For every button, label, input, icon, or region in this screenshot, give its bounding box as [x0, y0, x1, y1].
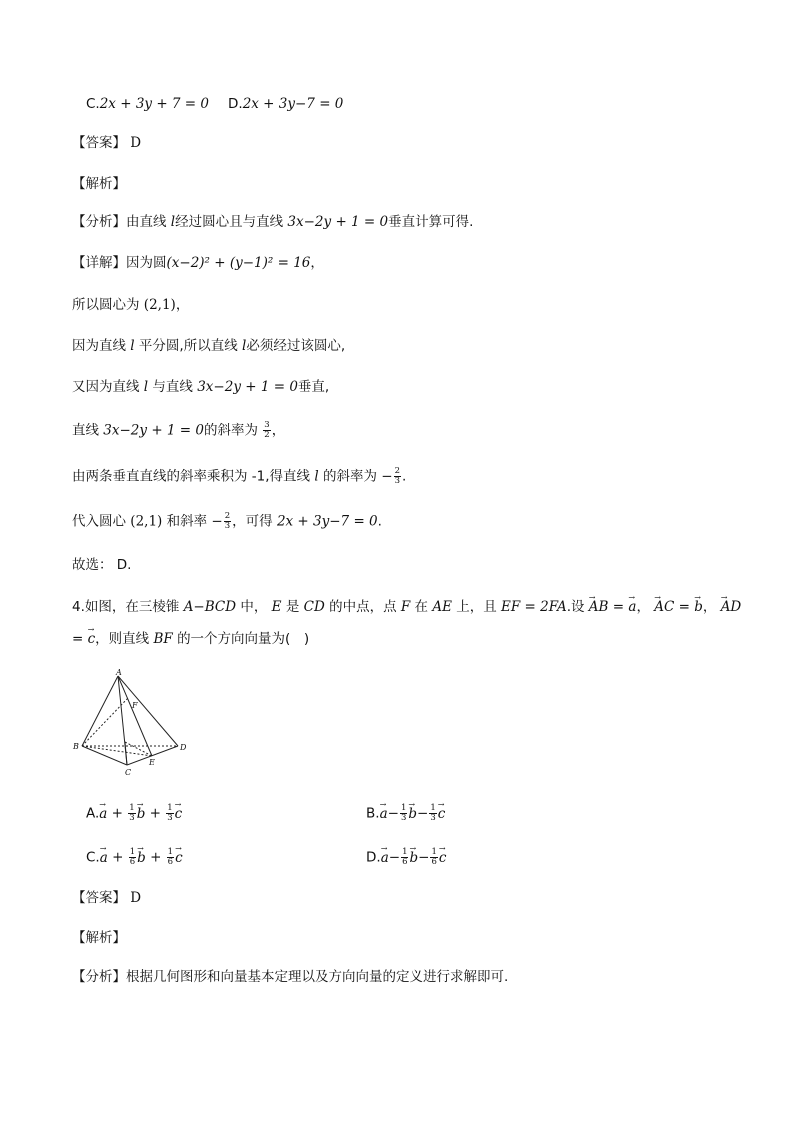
num: 3	[264, 420, 270, 430]
label-a: A	[116, 668, 122, 677]
den: 3	[129, 813, 135, 823]
coef	[400, 804, 407, 823]
text: 如图，在三棱锥	[84, 599, 180, 615]
text: 和斜率	[166, 513, 208, 530]
text: 与直线	[152, 379, 193, 395]
text: 垂直计算可得.	[388, 214, 474, 230]
text: 平分圆,所以直线	[138, 338, 238, 354]
xiangjie-tag: 【详解】	[72, 255, 126, 271]
coef	[167, 848, 174, 867]
point-f: F	[400, 599, 411, 615]
den: 6	[167, 857, 174, 867]
num: 1	[400, 803, 407, 813]
text: 的中点，点	[329, 599, 397, 615]
var-l: l	[170, 214, 176, 230]
num: 1	[402, 847, 408, 857]
q4-stem-line-1: 4.如图，在三棱锥 A−BCD 中， E 是 CD 的中点，点 F 在 AE 上，且 EF = 2FA.设 → AB = → a， → AC = → b， → AD	[72, 598, 741, 616]
num: 1	[430, 803, 436, 813]
vector-ac: → AC	[654, 598, 674, 616]
var-l: l	[143, 379, 149, 395]
den: 3	[430, 813, 436, 823]
xiangjie-line: 【详解】因为圆(x−2)² + (y−1)² = 16，	[72, 255, 324, 271]
vector-ad: → AD	[721, 598, 742, 616]
q4-option-d	[366, 848, 446, 867]
sign: −	[388, 849, 401, 866]
label-b: B	[73, 742, 79, 751]
vector-b: → b	[408, 805, 417, 823]
coef	[401, 848, 408, 867]
point-e: E	[271, 599, 282, 615]
text: 经过圆心且与直线	[175, 214, 284, 230]
edge-ab	[82, 676, 118, 746]
coef	[430, 848, 437, 867]
segment-be	[82, 746, 152, 756]
q4-option-b	[366, 804, 445, 823]
text: ，可得	[232, 513, 273, 530]
vector-c: → c	[175, 849, 183, 867]
vector-b: → b	[137, 849, 146, 867]
fenxi-text: 根据几何图形和向量基本定理以及方向向量的定义进行求解即可.	[126, 969, 509, 985]
line-4	[72, 378, 329, 396]
circle-equation: (x−2)² + (y−1)² = 16	[166, 255, 311, 271]
vector-b: → b	[694, 598, 703, 616]
line-equation: 3x−2y + 1 = 0	[103, 422, 204, 439]
segment-cd: CD	[303, 599, 325, 615]
fenxi-line	[72, 213, 473, 231]
sign: +	[150, 849, 162, 866]
analysis-tag: 【解析】	[72, 176, 126, 192]
answer-value: D	[130, 890, 142, 906]
text: 又因为直线	[72, 379, 140, 395]
option-label: D.	[366, 849, 381, 866]
var-l: l	[242, 338, 247, 354]
num: 1	[129, 803, 135, 813]
edge-ad	[118, 676, 178, 746]
pyramid: A−BCD	[183, 599, 237, 615]
den: 3	[224, 521, 231, 531]
q4-option-c	[86, 848, 183, 867]
slope-fraction	[263, 421, 270, 440]
den: 3	[167, 813, 173, 823]
var-l: l	[130, 338, 135, 354]
vector-a: → a	[99, 805, 107, 823]
label-c: C	[125, 768, 132, 777]
sign: +	[111, 805, 123, 822]
option-d	[228, 95, 343, 113]
label-f: F	[132, 701, 138, 710]
segment-bf	[82, 698, 128, 746]
q4-number: 4.	[72, 599, 85, 615]
text: .设	[566, 599, 585, 615]
option-c-label: C.	[86, 96, 100, 112]
choose-line: 故选： D.	[72, 557, 132, 573]
num: 1	[167, 803, 173, 813]
sign: −	[417, 805, 429, 822]
den: 6	[431, 857, 437, 867]
coef	[128, 804, 135, 823]
text: 上，且	[456, 599, 497, 615]
sign: −	[387, 805, 399, 822]
vector-a: → a	[381, 849, 389, 867]
vector-a: → a	[100, 849, 108, 867]
num: 2	[224, 511, 231, 521]
text: ，则直线	[95, 631, 150, 647]
center-coord: (2,1)	[130, 513, 163, 530]
center-line: 所以圆心为 (2,1)，	[72, 297, 190, 313]
num: 2	[394, 466, 400, 476]
text: 直线	[72, 422, 99, 439]
edge-bc	[82, 746, 127, 765]
option-c	[86, 95, 209, 113]
answer-tag: 【答案】	[72, 135, 126, 151]
option-c-expr: 2x + 3y + 7 = 0	[99, 96, 209, 112]
text: 垂直,	[297, 379, 330, 395]
minus: −	[211, 513, 223, 530]
minus: −	[381, 468, 393, 485]
q4-answer-line	[72, 889, 141, 907]
text: 中，	[240, 599, 268, 615]
q4-analysis-tag: 【解析】	[72, 930, 126, 946]
text: 的一个方向向量为( )	[177, 631, 310, 647]
coef	[129, 848, 136, 867]
vector-c: → c	[439, 849, 447, 867]
num: 1	[431, 847, 437, 857]
den: 6	[129, 857, 136, 867]
vector-a: → a	[628, 598, 636, 616]
vector-c: → c	[175, 805, 183, 823]
text: 是	[285, 599, 300, 615]
answer-tag: 【答案】	[72, 890, 126, 906]
segment-ae	[118, 676, 152, 756]
vector-c: → c	[88, 630, 96, 648]
final-equation: 2x + 3y−7 = 0	[276, 513, 378, 530]
den: 6	[402, 857, 408, 867]
num: 1	[129, 847, 136, 857]
option-label: B.	[366, 805, 380, 822]
text: 代入圆心	[72, 513, 126, 530]
vector-ab: → AB	[589, 598, 609, 616]
aux-line	[125, 742, 127, 765]
sign: +	[112, 849, 124, 866]
segment-ae: AE	[432, 599, 452, 615]
option-d-label: D.	[228, 96, 243, 112]
sign: +	[149, 805, 161, 822]
vector-b: → b	[137, 805, 146, 823]
num: 1	[167, 847, 174, 857]
den: 2	[264, 430, 270, 440]
var-l: l	[314, 468, 319, 485]
line-6: 由两条垂直直线的斜率乘积为 -1,得直线 l 的斜率为 − $\frac{2}{3}$ .	[72, 466, 407, 486]
den: 3	[400, 813, 407, 823]
coef	[429, 804, 436, 823]
slope2-fraction	[224, 512, 231, 531]
segment-bf: BF	[153, 631, 173, 647]
line-7: 代入圆心 (2,1) 和斜率 − $\frac{2}{3}$ ，可得 2x + 3y−7 = 0.	[72, 511, 382, 531]
label-d: D	[180, 743, 187, 752]
line-3	[72, 337, 345, 355]
text: 因为圆	[126, 255, 167, 271]
answer-line	[72, 134, 141, 152]
text: 所以圆心为	[72, 297, 140, 313]
fenxi-tag: 【分析】	[72, 969, 126, 985]
line-equation: 3x−2y + 1 = 0	[287, 214, 389, 230]
vector-c: → c	[438, 805, 446, 823]
option-d-expr: 2x + 3y−7 = 0	[242, 96, 344, 112]
tetrahedron-figure	[70, 668, 195, 780]
coef	[166, 804, 173, 823]
text: 的斜率为	[322, 468, 377, 485]
text: 的斜率为	[204, 422, 258, 439]
q4-stem-line-2: = → c，则直线 BF 的一个方向向量为( )	[72, 630, 309, 648]
text: 在	[414, 599, 429, 615]
line-equation: 3x−2y + 1 = 0	[197, 379, 298, 395]
q4-option-a	[86, 804, 182, 823]
label-e: E	[149, 758, 155, 767]
line-5: 直线 3x−2y + 1 = 0的斜率为 $\frac{3}{2}$ ，	[72, 420, 286, 440]
answer-value: D	[130, 135, 142, 151]
den: 3	[394, 476, 400, 486]
slope2-fraction	[394, 467, 401, 486]
sign: −	[418, 849, 430, 866]
center-coord: (2,1)	[143, 297, 176, 313]
q4-fenxi-line	[72, 968, 508, 986]
option-label: C.	[86, 849, 100, 866]
option-label: A.	[86, 805, 100, 822]
ef-equation: EF = 2FA	[501, 599, 567, 615]
text: 因为直线	[72, 338, 126, 354]
fenxi-tag: 【分析】	[72, 214, 126, 230]
text: 必须经过该圆心,	[246, 338, 346, 354]
vector-b: → b	[409, 849, 418, 867]
text: 由两条垂直直线的斜率乘积为 -1,得直线	[72, 468, 311, 485]
vector-a: → a	[380, 805, 388, 823]
text: 由直线	[126, 214, 167, 230]
